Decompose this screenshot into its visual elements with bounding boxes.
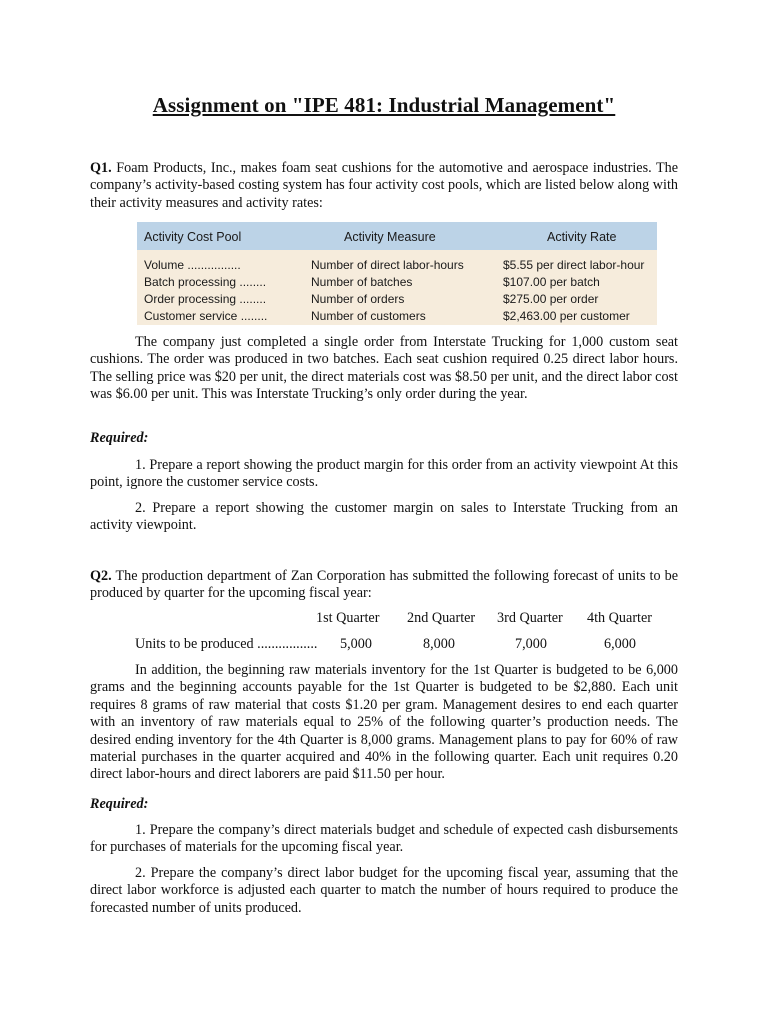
measure-cell: Number of batches [311, 275, 413, 289]
measure-cell: Number of customers [311, 309, 426, 323]
activity-table-header [137, 222, 657, 250]
q2-body: In addition, the beginning raw materials inventory for the 1st Quarter is budgeted to be 6,000 grams and the beginning accounts payable for the 1st Quarter is budgeted to be $2,880. Each unit requires 8 grams of raw material that costs $1.20 per gram. Management desires to end each quarter with an inventory of raw materials equal to 25% of the following quarter’s production needs. The desired ending inventory for the 4th Quarter is 8,000 grams. Management plans to pay for 60% of raw material purchases in the quarter acquired and 40% in the following quarter. Each unit requires 0.20 direct labor-hours and direct laborers are paid $11.50 per hour. [90, 662, 678, 783]
header-activity-measure: Activity Measure [344, 230, 436, 244]
cost-pool-cell: Order processing ........ [144, 292, 267, 306]
q1-required-label: Required: [90, 430, 149, 446]
cost-pool-cell: Customer service ........ [144, 309, 268, 323]
forecast-table-header [0, 610, 768, 628]
forecast-table-row [0, 636, 768, 654]
q1-intro [90, 160, 678, 212]
rate-cell: $275.00 per order [503, 292, 599, 306]
q1-body: The company just completed a single order from Interstate Trucking for 1,000 custom seat cushions. The order was produced in two batches. Each seat cushion required 0.25 direct labor hours. The selling price was $20 per unit, the direct materials cost was $8.50 per unit, and the direct labor cost was $6.00 per unit. This was Interstate Trucking’s only order during the year. [90, 334, 678, 403]
quarter-header: 4th Quarter [587, 610, 653, 626]
units-value: 5,000 [340, 636, 372, 652]
measure-cell: Number of direct labor-hours [311, 258, 464, 272]
q2-required-label: Required: [90, 796, 149, 812]
rate-cell: $107.00 per batch [503, 275, 600, 289]
q2-requirement-2: 2. Prepare the company’s direct labor budget for the upcoming fiscal year, assuming that the direct labor workforce is adjusted each quarter to match the number of hours required to produce the forecasted number of units produced. [90, 865, 678, 916]
units-value: 8,000 [423, 636, 455, 652]
table-row [137, 292, 657, 309]
quarter-header: 3rd Quarter [497, 610, 563, 626]
activity-rate-table [137, 222, 657, 325]
rate-cell: $5.55 per direct labor-hour [503, 258, 645, 272]
q2-requirement-1: 1. Prepare the company’s direct materials budget and schedule of expected cash disbursements for purchases of materials for the upcoming fiscal year. [90, 822, 678, 856]
q2-intro-text: The production department of Zan Corporation has submitted the following forecast of units to be produced by quarter for the upcoming fiscal year: [90, 568, 678, 602]
cost-pool-cell: Batch processing ........ [144, 275, 267, 289]
q2-label: Q2. [90, 568, 112, 584]
table-row [137, 275, 657, 292]
cost-pool-cell: Volume ................ [144, 258, 241, 272]
q1-intro-text: Foam Products, Inc., makes foam seat cushions for the automotive and aerospace industries. The company’s activity-based costing system has four activity cost pools, which are listed below along with their activity measures and activity rates: [90, 160, 678, 211]
page-title: Assignment on "IPE 481: Industrial Management" [152, 93, 616, 117]
units-value: 6,000 [604, 636, 636, 652]
header-activity-cost-pool: Activity Cost Pool [144, 230, 242, 244]
header-activity-rate: Activity Rate [547, 230, 617, 244]
q1-label: Q1. [90, 160, 112, 176]
quarter-header: 2nd Quarter [407, 610, 476, 626]
table-row [137, 258, 657, 275]
q1-requirement-1: 1. Prepare a report showing the product margin for this order from an activity viewpoint At this point, ignore the customer service costs. [90, 457, 678, 491]
measure-cell: Number of orders [311, 292, 405, 306]
q2-intro [90, 568, 678, 603]
rate-cell: $2,463.00 per customer [503, 309, 630, 323]
units-value: 7,000 [515, 636, 547, 652]
units-row-label: Units to be produced ................. [135, 636, 318, 652]
q1-requirement-2: 2. Prepare a report showing the customer margin on sales to Interstate Trucking from an activity viewpoint. [90, 500, 678, 534]
quarter-header: 1st Quarter [316, 610, 380, 626]
table-row [137, 309, 657, 326]
